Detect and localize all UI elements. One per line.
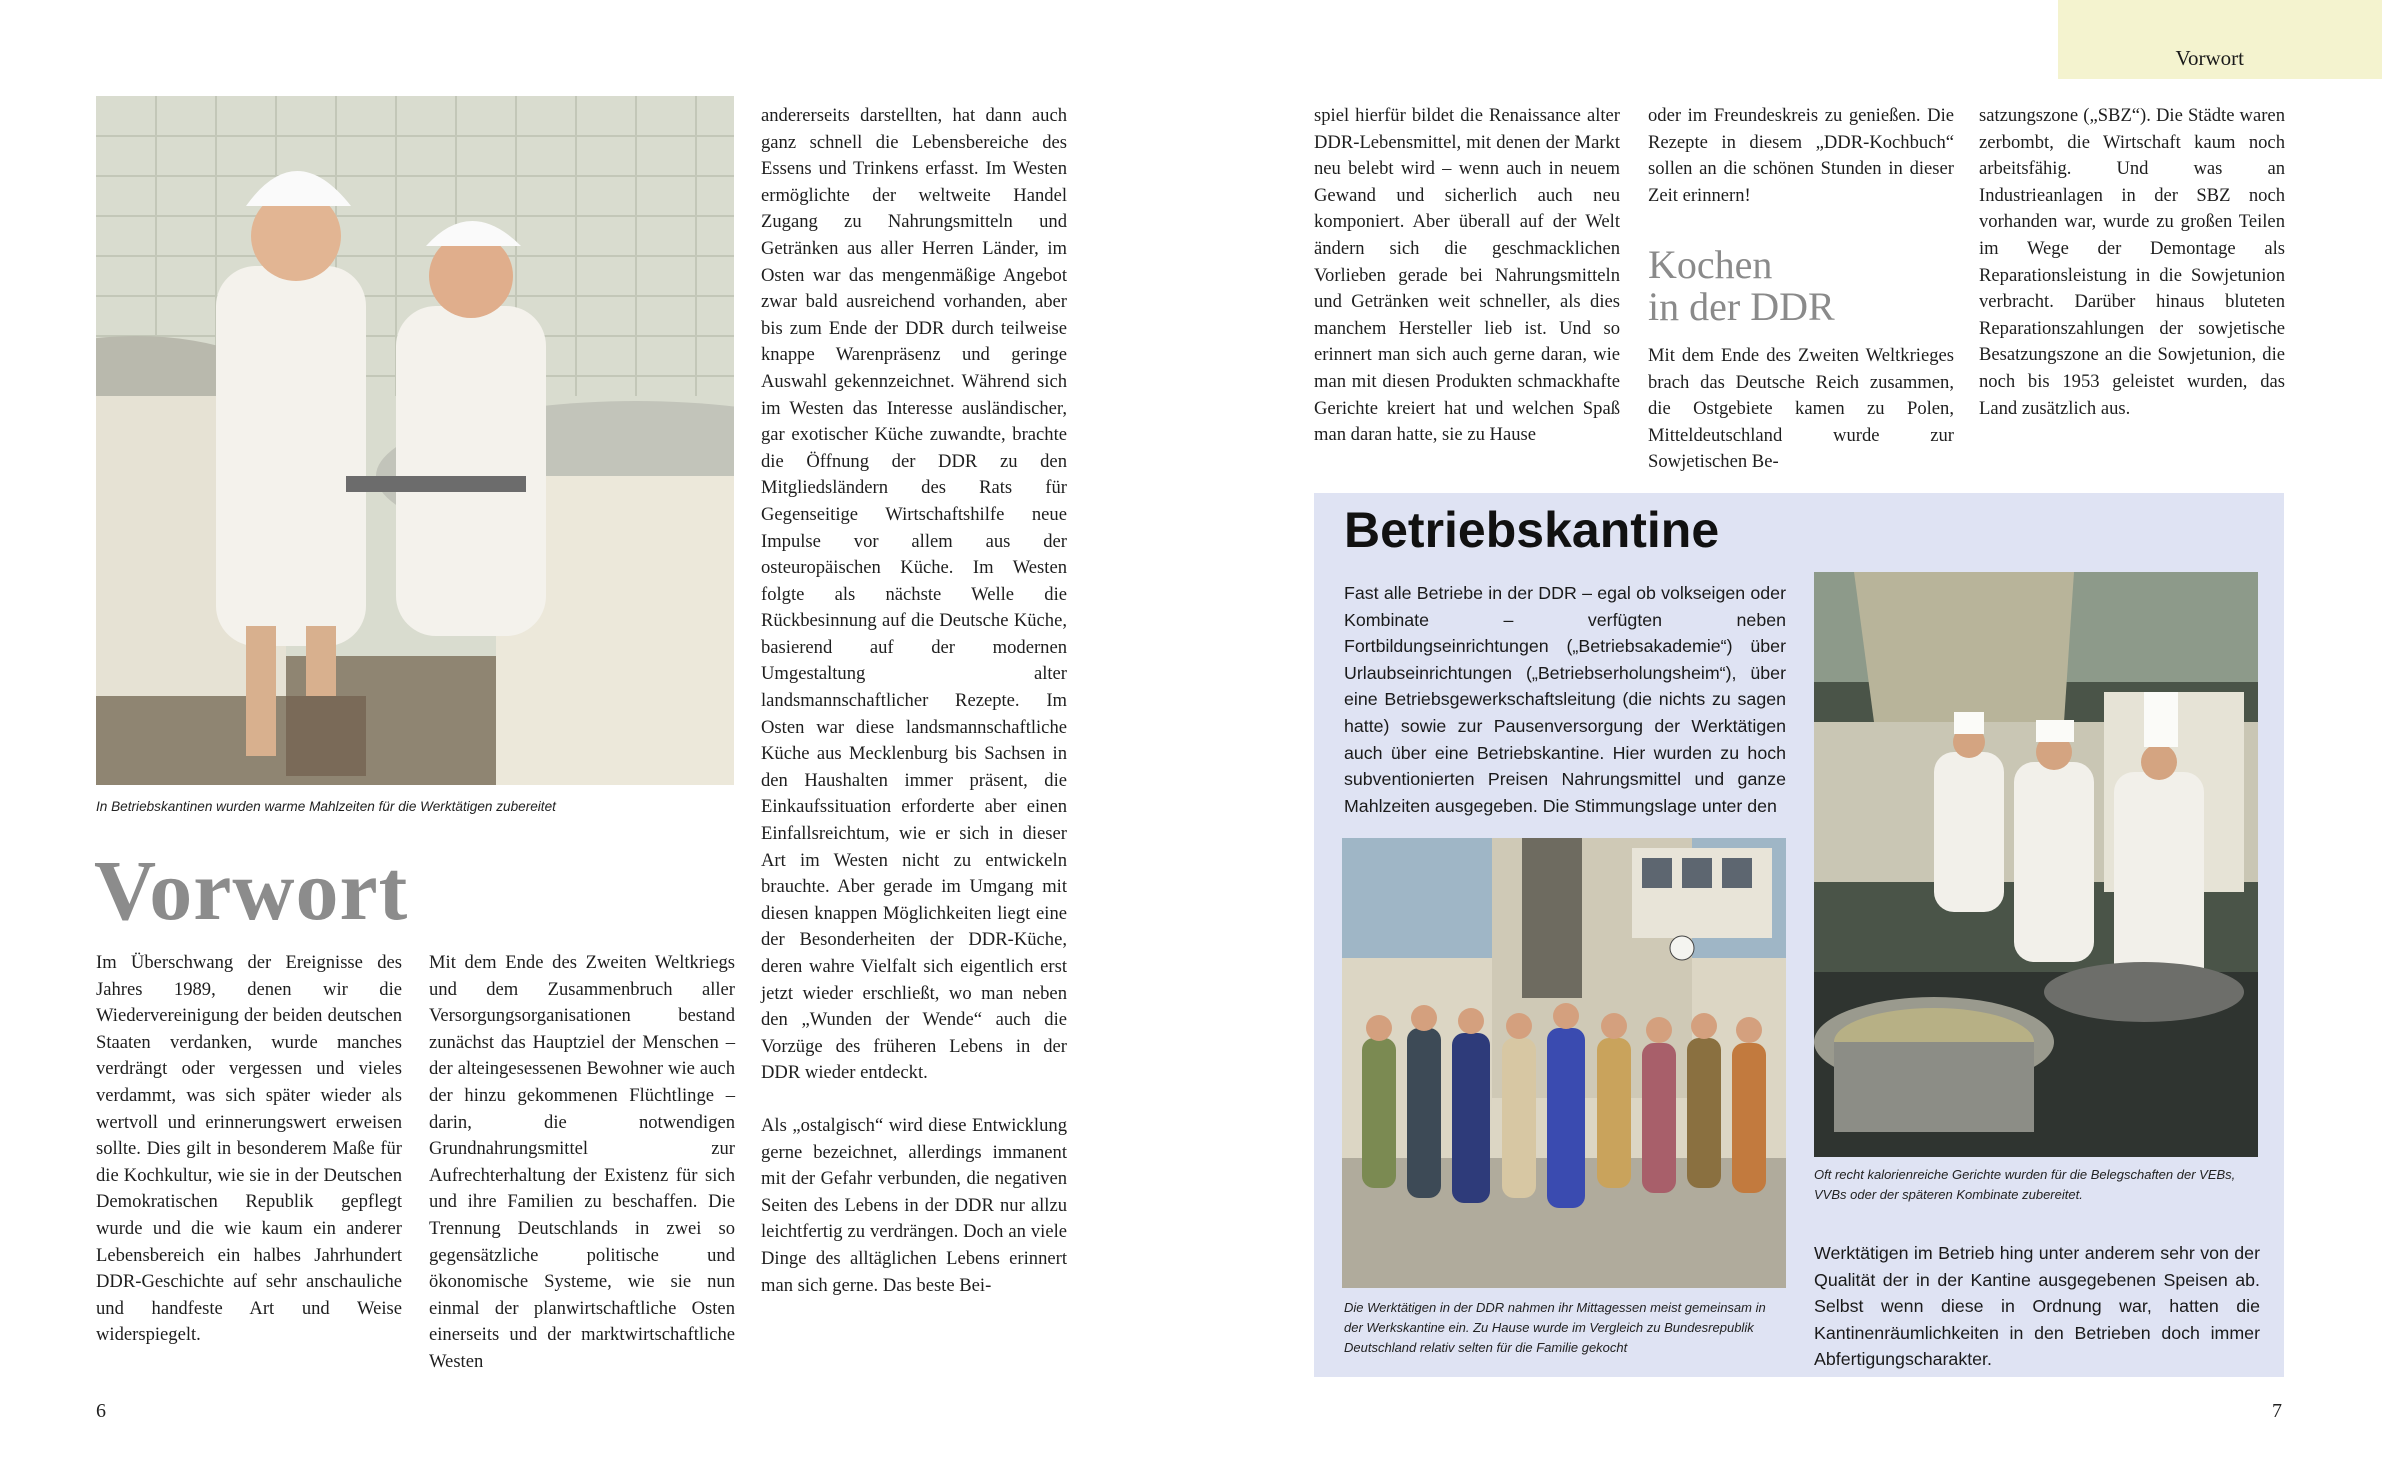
info-box-title: Betriebskantine (1344, 502, 1720, 558)
left-col3-text-2: Als „ostalgisch“ wird diese Entwicklung gerne bezeichnet, allerdings immanent mit der Gefahr verbunden, die negativen Seiten des Lebens in der DDR nur allzu leichtfertig zu verdrängen. Doch an viele Dinge des alltäglichen Lebens erinnert man sich gerne. Das beste Bei- (761, 1114, 1067, 1296)
subheading (1648, 244, 1835, 328)
right-text-column-1 (1314, 103, 1620, 449)
subheading-line-2: in der DDR (1648, 284, 1835, 329)
cooks-photo (1814, 572, 2258, 1157)
workers-photo-icon (1342, 838, 1786, 1288)
cooks-photo-icon (1814, 572, 2258, 1157)
section-tab (2058, 0, 2382, 79)
page-number-right: 7 (2272, 1400, 2282, 1422)
page-number-left: 6 (96, 1400, 106, 1422)
right-col2-after-text: Mit dem Ende des Zweiten Weltkrieges brach das Deutsche Reich zusammen, die Ostgebiete kamen zu Polen, Mitteldeutschland wurde zur Sowjetischen Be- (1648, 345, 1954, 473)
left-col1-text: Im Überschwang der Ereignisse des Jahres 1989, denen wir die Wiedervereinigung der beiden deutschen Staaten verdanken, wurde manches verdrängt oder vergessen und vieles verdammt, was sich später wieder als wertvoll und erinnerungswert erweisen sollte. Dies gilt in besonderem Maße für die Kochkultur, wie sie in der Deutschen Demokratischen Republik gepflegt wurde und die wie kaum ein anderer Lebensbereich ein halbes Jahrhundert DDR-Geschichte auf sehr anschauliche und handfeste Art und Weise widerspiegelt. (96, 952, 402, 1346)
right-text-column-2 (1648, 103, 1954, 209)
section-tab-label: Vorwort (2175, 46, 2244, 70)
page-heading: Vorwort (94, 842, 409, 938)
right-col1-text: spiel hierfür bildet die Renaissance alter DDR-Lebensmittel, mit denen der Markt neu belebt wird – wenn auch in neuem Gewand und sicherlich auch neu komponiert. Aber überall auf der Welt ändern sich die geschmacklichen Vorlieben gerade bei Nahrungsmitteln und Getränken weit schneller, als dies manchem Hersteller lieb ist. Und so erinnert man sich auch gerne daran, wie man mit diesen Produkten schmackhafte Gerichte kreiert hat und welchen Spaß man daran hatte, sie zu Hause (1314, 105, 1620, 446)
subheading-line-1: Kochen (1648, 242, 1773, 287)
info-box-text-1: Fast alle Betriebe in der DDR – egal ob volkseigen oder Kombinate – verfügten neben Fortbildungseinrichtungen („Betriebsakademie“) über Urlaubseinrichtungen („Betriebserholungsheim“), über eine Betriebsgewerkschaftsleitung (die nichts zu sagen hatte) sowie zur Pausenversorgung der Werktätigen auch über eine Betriebskantine. Hier wurden zu hoch subventionierten Preisen Nahrungsmittel und ganze Mahlzeiten ausgegeben. Die Stimmungslage unter den (1344, 583, 1786, 816)
right-col3-text: satzungszone („SBZ“). Die Städte waren zerbombt, die Wirtschaft kaum noch arbeitsfähig. Und was an Industrieanlagen in der SBZ noch vorhanden war, wurde zu großen Teilen im Wege der Demontage als Reparationsleistung in die Sowjetunion verbracht. Darüber hinaus bluteten Reparationszahlungen der sowjetische Besatzungszone an die Sowjetunion, die noch bis 1953 geleistet wurden, das Land zusätzlich aus. (1979, 105, 2285, 419)
cooks-photo-caption: Oft recht kalorienreiche Gerichte wurden für die Belegschaften der VEBs, VVBs oder der späteren Kombinate zubereitet. (1814, 1167, 2236, 1202)
workers-photo (1342, 838, 1786, 1288)
right-col2-text: oder im Freundeskreis zu genießen. Die Rezepte in diesem „DDR-Kochbuch“ sollen an die schönen Stunden in dieser Zeit erinnern! (1648, 105, 1954, 206)
right-text-column-2b (1648, 343, 1954, 476)
left-text-column-2 (429, 950, 735, 1376)
left-text-column-3 (761, 103, 1067, 1299)
workers-photo-caption: Die Werktätigen in der DDR nahmen ihr Mittagessen meist gemeinsam in der Werkskantine ein. Zu Hause wurde im Vergleich zu Bundesrepublik Deutschland relativ selten für die Familie gekocht (1344, 1300, 1766, 1355)
kitchen-photo (96, 96, 734, 785)
info-box-text-2: Werktätigen im Betrieb hing unter anderem sehr von der Qualität der in der Kantine ausgegebenen Speisen ab. Selbst wenn diese in Ordnung war, hatten die Kantinenräumlichkeiten in den Betrieben doch immer Abfertigungscharakter. (1814, 1243, 2260, 1370)
right-text-column-3 (1979, 103, 2285, 422)
kitchen-photo-caption: In Betriebskantinen wurden warme Mahlzeiten für die Werktätigen zubereitet (96, 799, 556, 814)
left-col2-text: Mit dem Ende des Zweiten Weltkriegs und dem Zusammenbruch aller Versorgungsorganisationen bestand zunächst das Hauptziel der Menschen – der alteingesessenen Bewohner wie auch der hinzu gekommenen Flüchtlinge – darin, die notwendigen Grundnahrungsmittel zur Aufrechterhaltung der Existenz für sich und ihre Familien zu beschaffen. Die Trennung Deutschlands in zwei so gegensätzliche politische und ökonomische Systeme, wie sie nun einmal der planwirtschaftliche Osten einerseits und der marktwirtschaftliche Westen (429, 952, 735, 1372)
left-text-column-1 (96, 950, 402, 1349)
kitchen-photo-icon (96, 96, 734, 785)
left-col3-text: andererseits darstellten, hat dann auch ganz schnell die Lebensbereiche des Essens und Trinkens erfasst. Im Westen ermöglichte der weltweite Handel Zugang zu Nahrungsmitteln und Getränken aus aller Herren Länder, im Osten war das mengenmäßige Angebot zwar bald ausreichend vorhanden, aber bis zum Ende der DDR durch teilweise knappe Warenpräsenz und geringe Auswahl gekennzeichnet. Während sich im Westen das Interesse ausländischer, gar exotischer Küche zuwandte, brachte die Öffnung der DDR zu den Mitgliedsländern des Rats für Gegenseitige Wirtschaftshilfe neue Impulse vor allem aus der osteuropäischen Küche. Im Westen folgte als nächste Welle die Rückbesinnung auf die Deutsche Küche, basierend auf der modernen Umgestaltung alter landsmannschaftlicher Rezepte. Im Osten war diese landsmannschaftliche Küche aus Mecklenburg bis Sachsen in den Haushalten immer präsent, die Einkaufssituation erforderte aber einen Einfallsreichtum, wie er sich in dieser Art im Westen nicht zu entwickeln brauchte. Aber gerade im Umgang mit diesen knappen Möglichkeiten liegt eine der Besonderheiten der DDR-Küche, deren wahre Vielfalt sich eigentlich erst jetzt wieder erschließt, wo man neben den „Wunden der Wende“ auch die Vorzüge des früheren Lebens in der DDR wieder entdeckt. (761, 105, 1067, 1084)
